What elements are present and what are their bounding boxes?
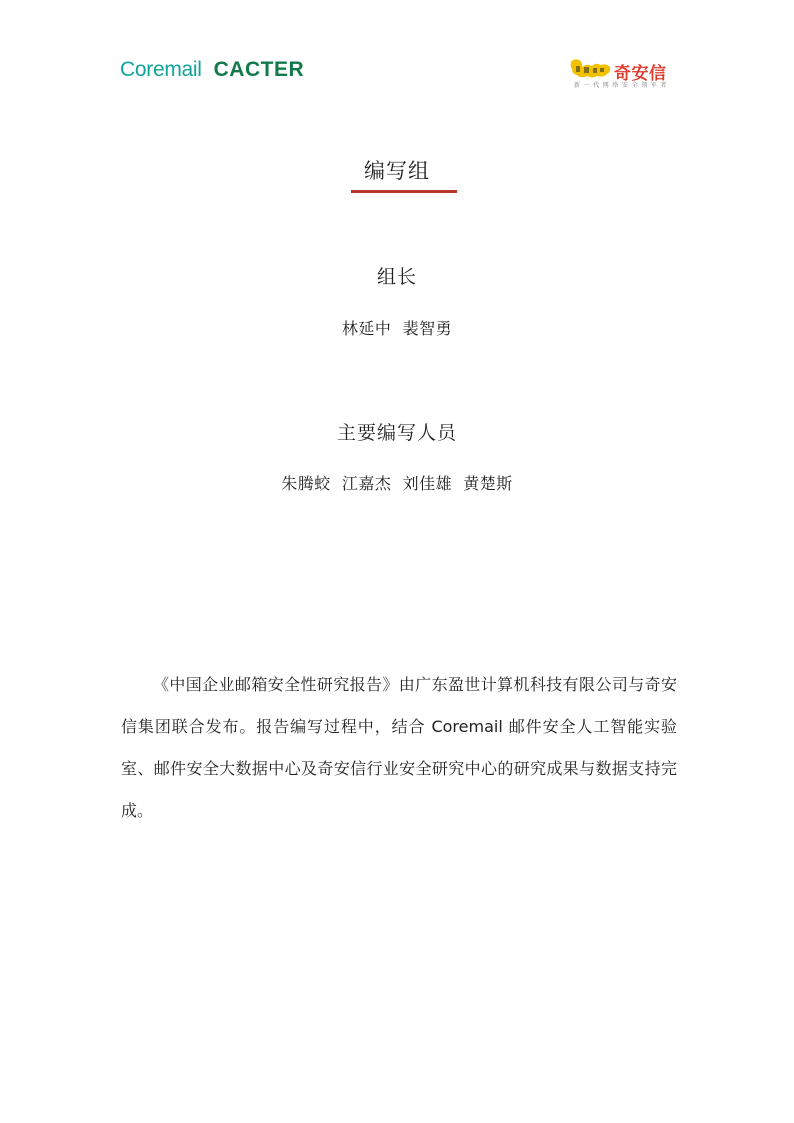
qianxin-slogan: 新一代网络安全领军者	[574, 82, 671, 89]
qianxin-mark-icon	[570, 58, 612, 80]
partner-logos	[120, 58, 304, 82]
editors-heading: 主要编写人员	[336, 422, 457, 444]
qianxin-logo	[570, 58, 680, 90]
title-underline	[351, 190, 457, 193]
page-title: 编写组	[364, 159, 430, 183]
leader-heading: 组长	[376, 266, 417, 288]
leader-names: 林延中 裴智勇	[341, 319, 453, 338]
report-description: 《中国企业邮箱安全性研究报告》由广东盈世计算机科技有限公司与奇安信集团联合发布。报告编写过程中，结合 Coremail 邮件安全人工智能实验室、邮件安全大数据中心及奇安信行业安全研究中心的研究成果与数据支持完成。	[121, 675, 677, 820]
editors-names: 朱腾蛟 江嘉杰 刘佳雄 黄楚斯	[281, 474, 513, 493]
coremail-logo: Coremail	[120, 58, 202, 81]
qianxin-wordmark: 奇安信	[614, 64, 667, 84]
cacter-logo: CACTER	[213, 58, 305, 81]
